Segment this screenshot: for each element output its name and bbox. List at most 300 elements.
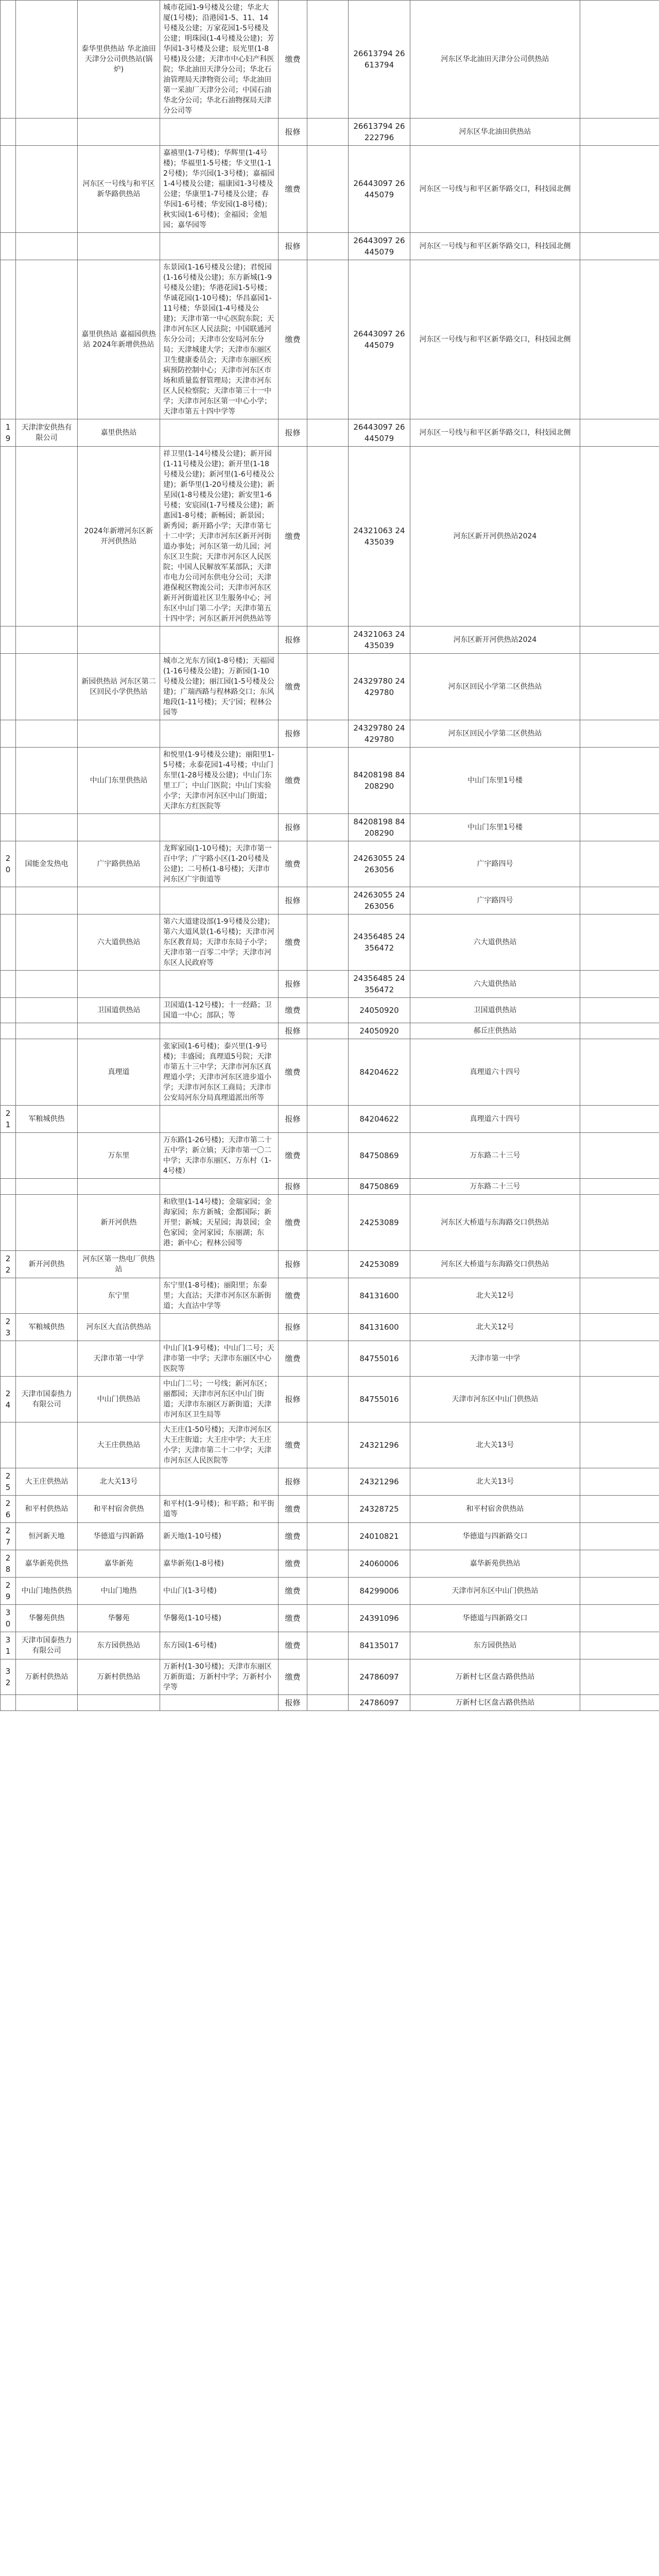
phone-number: 84208198 84208290 bbox=[349, 814, 410, 841]
row-number bbox=[1, 1179, 16, 1195]
blank-cell bbox=[580, 1023, 659, 1039]
service-type: 报修 bbox=[279, 626, 307, 654]
service-area: 东景园(1-16号楼及公建)；君悦园(1-16号楼及公建)；东方新城(1-9号楼及公建)；华港花园1-5号楼；华诚花园(1-10号楼)；华昌嘉园1-11号楼；华景园(1-4号楼及公建)；天津市第一中心医院东院；天津市河东区人民法院；中国联通河东分公司；天津市公安局河东分局；天津城建大学；天津市东丽区卫生健康委员会；天津市东丽区疾病预防控制中心；天津市河东区市场和质量监督管理局；天津市河东区人民检察院；天津市第三十一中学；天津市河东区第一中心小学；天津市第五十四中学等 bbox=[160, 260, 279, 419]
blank-cell bbox=[580, 1251, 659, 1278]
blank-cell bbox=[580, 1422, 659, 1468]
service-type: 报修 bbox=[279, 1023, 307, 1039]
blank-cell bbox=[307, 814, 349, 841]
service-area bbox=[160, 1179, 279, 1195]
service-address: 六大道供热站 bbox=[410, 971, 580, 998]
blank-cell bbox=[307, 1578, 349, 1605]
station-name: 嘉里供热站 嘉福园供热站 2024年新增供热站 bbox=[78, 260, 160, 419]
row-number: 29 bbox=[1, 1578, 16, 1605]
blank-cell bbox=[580, 1578, 659, 1605]
table-row bbox=[1, 887, 659, 914]
station-name: 河东区第一热电厂供热站 bbox=[78, 1251, 160, 1278]
service-type: 报修 bbox=[279, 1179, 307, 1195]
table-row bbox=[1, 1632, 659, 1659]
service-area bbox=[160, 1468, 279, 1496]
blank-cell bbox=[580, 914, 659, 971]
service-area: 万新村(1-30号楼)；天津市东丽区万新街道；万新村中学；万新村小学等 bbox=[160, 1659, 279, 1695]
blank-cell bbox=[307, 1659, 349, 1695]
company-name bbox=[16, 146, 78, 233]
station-name bbox=[78, 626, 160, 654]
service-type: 缴费 bbox=[279, 1133, 307, 1179]
service-address: 万新村七区盘古路供热站 bbox=[410, 1659, 580, 1695]
service-area: 和欣里(1-14号楼)；金瑞家园；金海家园；东方新城；金都国际；新开里；新城；天星园；海景园；金色家园；金河家园；东丽湖；东港；新中心；程林公园等 bbox=[160, 1195, 279, 1251]
service-address: 河东区回民小学第二区供热站 bbox=[410, 720, 580, 748]
blank-cell bbox=[307, 1523, 349, 1550]
service-area bbox=[160, 1314, 279, 1341]
company-name: 和平村供热站 bbox=[16, 1496, 78, 1523]
service-type: 缴费 bbox=[279, 748, 307, 814]
row-number bbox=[1, 1133, 16, 1179]
service-type: 缴费 bbox=[279, 146, 307, 233]
table-row bbox=[1, 748, 659, 814]
company-name bbox=[16, 654, 78, 720]
row-number bbox=[1, 814, 16, 841]
table-row bbox=[1, 1106, 659, 1133]
service-address: 河东区一号线与和平区新华路交口，科技园北侧 bbox=[410, 233, 580, 260]
blank-cell bbox=[580, 146, 659, 233]
blank-cell bbox=[580, 1659, 659, 1695]
blank-cell bbox=[307, 1605, 349, 1632]
row-number: 26 bbox=[1, 1496, 16, 1523]
row-number bbox=[1, 146, 16, 233]
phone-number: 24010821 bbox=[349, 1523, 410, 1550]
row-number bbox=[1, 654, 16, 720]
table-row bbox=[1, 1659, 659, 1695]
service-type: 报修 bbox=[279, 1106, 307, 1133]
service-area: 和悦里(1-9号楼及公建)；丽阳里1-5号楼；永泰花园1-4号楼；中山门东里(1-28号楼及公建)；中山门东里工厂；中山门医院；中山门实验小学；天津市河东区中山门街道；天津东方红医院等 bbox=[160, 748, 279, 814]
service-area: 嘉禧里(1-7号楼)；华辉里(1-4号楼)；华福里1-5号楼；华文里(1-12号楼)；华兴园(1-3号楼)；嘉福园1-4号楼及公建；福康园1-3号楼及公建；华康里1-7号楼及公建；春华园1-6号楼；华安园(1-8号楼)；秋实园(1-6号楼)；金福园；金旭园；嘉华园等 bbox=[160, 146, 279, 233]
table-row bbox=[1, 1550, 659, 1578]
service-address: 真理道六十四号 bbox=[410, 1106, 580, 1133]
company-name: 大王庄供热站 bbox=[16, 1468, 78, 1496]
blank-cell bbox=[580, 1314, 659, 1341]
blank-cell bbox=[307, 654, 349, 720]
company-name bbox=[16, 914, 78, 971]
row-number: 28 bbox=[1, 1550, 16, 1578]
service-address: 河东区一号线与和平区新华路交口，科技园北侧 bbox=[410, 419, 580, 447]
service-address: 中山门东里1号楼 bbox=[410, 748, 580, 814]
blank-cell bbox=[580, 260, 659, 419]
blank-cell bbox=[580, 998, 659, 1023]
row-number bbox=[1, 1039, 16, 1106]
row-number bbox=[1, 1341, 16, 1377]
service-type: 缴费 bbox=[279, 1605, 307, 1632]
blank-cell bbox=[307, 748, 349, 814]
phone-number: 24391096 bbox=[349, 1605, 410, 1632]
company-name bbox=[16, 998, 78, 1023]
phone-number: 24356485 24356472 bbox=[349, 914, 410, 971]
station-name: 河东区大直沽供热站 bbox=[78, 1314, 160, 1341]
phone-number: 24328725 bbox=[349, 1496, 410, 1523]
service-area: 卫国道(1-12号楼)；十一经路；卫国道一中心；部队；等 bbox=[160, 998, 279, 1023]
table-row bbox=[1, 626, 659, 654]
blank-cell bbox=[307, 146, 349, 233]
row-number: 30 bbox=[1, 1605, 16, 1632]
blank-cell bbox=[580, 1377, 659, 1422]
service-type: 缴费 bbox=[279, 1523, 307, 1550]
blank-cell bbox=[580, 1278, 659, 1314]
service-type: 报修 bbox=[279, 1251, 307, 1278]
service-area: 嘉华新苑(1-8号楼) bbox=[160, 1550, 279, 1578]
blank-cell bbox=[580, 233, 659, 260]
row-number: 25 bbox=[1, 1468, 16, 1496]
table-row bbox=[1, 1251, 659, 1278]
service-type: 缴费 bbox=[279, 654, 307, 720]
service-address: 天津市河东区中山门供热站 bbox=[410, 1377, 580, 1422]
service-address: 北大关13号 bbox=[410, 1422, 580, 1468]
blank-cell bbox=[580, 1341, 659, 1377]
table-row bbox=[1, 814, 659, 841]
service-type: 报修 bbox=[279, 233, 307, 260]
station-name: 和平村宿舍供热 bbox=[78, 1496, 160, 1523]
row-number: 21 bbox=[1, 1106, 16, 1133]
blank-cell bbox=[580, 1468, 659, 1496]
blank-cell bbox=[580, 626, 659, 654]
blank-cell bbox=[307, 887, 349, 914]
blank-cell bbox=[307, 998, 349, 1023]
station-name: 华馨苑 bbox=[78, 1605, 160, 1632]
station-name: 大王庄供热站 bbox=[78, 1422, 160, 1468]
service-area bbox=[160, 626, 279, 654]
company-name: 天津市国泰热力有限公司 bbox=[16, 1632, 78, 1659]
phone-number: 84299006 bbox=[349, 1578, 410, 1605]
table-row bbox=[1, 1314, 659, 1341]
service-type: 缴费 bbox=[279, 1632, 307, 1659]
blank-cell bbox=[580, 1632, 659, 1659]
service-type: 缴费 bbox=[279, 1422, 307, 1468]
blank-cell bbox=[580, 814, 659, 841]
row-number bbox=[1, 626, 16, 654]
service-area bbox=[160, 233, 279, 260]
service-type: 缴费 bbox=[279, 260, 307, 419]
blank-cell bbox=[307, 1695, 349, 1711]
service-area: 中山门二号；一号线；新河东区；丽都园；天津市河东区中山门街道；天津市东丽区万新街道；天津市河东区卫生局等 bbox=[160, 1377, 279, 1422]
station-name: 嘉华新苑 bbox=[78, 1550, 160, 1578]
service-type: 报修 bbox=[279, 1695, 307, 1711]
company-name bbox=[16, 1133, 78, 1179]
station-name bbox=[78, 814, 160, 841]
service-address: 卫国道供热站 bbox=[410, 998, 580, 1023]
service-type: 报修 bbox=[279, 1377, 307, 1422]
service-address: 河东区大桥道与东海路交口供热站 bbox=[410, 1195, 580, 1251]
service-type: 报修 bbox=[279, 118, 307, 146]
table-row bbox=[1, 146, 659, 233]
service-area: 城市之光东方园(1-8号楼)；天福园(1-16号楼及公建)；万新园(1-10号楼及公建)；丽江园(1-5号楼及公建)；广瑞西路与程林路交口；东风地段(1-11号楼)；天宁园；程林公园等 bbox=[160, 654, 279, 720]
station-name: 华德道与四新路 bbox=[78, 1523, 160, 1550]
phone-number: 24356485 24356472 bbox=[349, 971, 410, 998]
blank-cell bbox=[580, 1179, 659, 1195]
service-area: 东方园(1-6号楼) bbox=[160, 1632, 279, 1659]
company-name: 万新村供热站 bbox=[16, 1659, 78, 1695]
service-area bbox=[160, 720, 279, 748]
blank-cell bbox=[307, 914, 349, 971]
table-row bbox=[1, 1496, 659, 1523]
service-address: 华德道与四新路交口 bbox=[410, 1523, 580, 1550]
company-name bbox=[16, 1179, 78, 1195]
table-row bbox=[1, 1039, 659, 1106]
phone-number: 24263055 24263056 bbox=[349, 887, 410, 914]
service-address: 华德道与四新路交口 bbox=[410, 1605, 580, 1632]
phone-number: 84204622 bbox=[349, 1039, 410, 1106]
blank-cell bbox=[307, 1377, 349, 1422]
table-row bbox=[1, 1179, 659, 1195]
phone-number: 24321296 bbox=[349, 1468, 410, 1496]
service-address: 郝丘庄供热站 bbox=[410, 1023, 580, 1039]
company-name bbox=[16, 720, 78, 748]
phone-number: 84135017 bbox=[349, 1632, 410, 1659]
phone-number: 24050920 bbox=[349, 998, 410, 1023]
blank-cell bbox=[307, 1133, 349, 1179]
service-type: 缴费 bbox=[279, 1659, 307, 1695]
blank-cell bbox=[580, 841, 659, 887]
company-name: 恒河新天地 bbox=[16, 1523, 78, 1550]
row-number: 23 bbox=[1, 1314, 16, 1341]
blank-cell bbox=[307, 1278, 349, 1314]
service-type: 报修 bbox=[279, 1468, 307, 1496]
blank-cell bbox=[307, 841, 349, 887]
station-name bbox=[78, 1023, 160, 1039]
table-row bbox=[1, 1468, 659, 1496]
station-name: 北大关13号 bbox=[78, 1468, 160, 1496]
station-name: 万新村供热站 bbox=[78, 1659, 160, 1695]
company-name bbox=[16, 1023, 78, 1039]
blank-cell bbox=[307, 1195, 349, 1251]
service-area: 中山门(1-3号楼) bbox=[160, 1578, 279, 1605]
phone-number: 84131600 bbox=[349, 1314, 410, 1341]
service-address: 广宇路四号 bbox=[410, 887, 580, 914]
blank-cell bbox=[580, 1550, 659, 1578]
blank-cell bbox=[580, 1695, 659, 1711]
blank-cell bbox=[580, 887, 659, 914]
station-name: 六大道供热站 bbox=[78, 914, 160, 971]
phone-number: 84755016 bbox=[349, 1341, 410, 1377]
phone-number: 84750869 bbox=[349, 1133, 410, 1179]
blank-cell bbox=[307, 1422, 349, 1468]
company-name bbox=[16, 233, 78, 260]
blank-cell bbox=[307, 971, 349, 998]
station-name bbox=[78, 887, 160, 914]
blank-cell bbox=[580, 447, 659, 626]
row-number bbox=[1, 887, 16, 914]
row-number bbox=[1, 233, 16, 260]
blank-cell bbox=[580, 1496, 659, 1523]
service-address: 万东路二十三号 bbox=[410, 1179, 580, 1195]
table-row bbox=[1, 118, 659, 146]
service-type: 报修 bbox=[279, 720, 307, 748]
row-number bbox=[1, 971, 16, 998]
station-name bbox=[78, 971, 160, 998]
station-name bbox=[78, 1179, 160, 1195]
blank-cell bbox=[307, 626, 349, 654]
service-type: 缴费 bbox=[279, 998, 307, 1023]
service-address: 北大关12号 bbox=[410, 1314, 580, 1341]
blank-cell bbox=[580, 720, 659, 748]
row-number bbox=[1, 1278, 16, 1314]
service-address: 真理道六十四号 bbox=[410, 1039, 580, 1106]
service-type: 报修 bbox=[279, 1314, 307, 1341]
blank-cell bbox=[307, 1251, 349, 1278]
service-type: 缴费 bbox=[279, 1195, 307, 1251]
service-address: 河东区华北油田天津分公司供热站 bbox=[410, 1, 580, 118]
phone-number: 24321063 24435039 bbox=[349, 447, 410, 626]
phone-number: 24321296 bbox=[349, 1422, 410, 1468]
station-name: 河东区一号线与和平区新华路供热站 bbox=[78, 146, 160, 233]
service-area: 华馨苑(1-10号楼) bbox=[160, 1605, 279, 1632]
row-number bbox=[1, 1695, 16, 1711]
table-row bbox=[1, 998, 659, 1023]
station-name bbox=[78, 720, 160, 748]
blank-cell bbox=[307, 1341, 349, 1377]
table-row bbox=[1, 447, 659, 626]
blank-cell bbox=[307, 1106, 349, 1133]
phone-number: 26613794 26222796 bbox=[349, 118, 410, 146]
phone-number: 24321063 24435039 bbox=[349, 626, 410, 654]
station-name: 中山门供热站 bbox=[78, 1377, 160, 1422]
phone-number: 24329780 24429780 bbox=[349, 720, 410, 748]
service-address: 万东路二十三号 bbox=[410, 1133, 580, 1179]
blank-cell bbox=[580, 654, 659, 720]
phone-number: 24263055 24263056 bbox=[349, 841, 410, 887]
company-name bbox=[16, 814, 78, 841]
service-area bbox=[160, 118, 279, 146]
service-area: 和平村(1-9号楼)；和平路；和平街道等 bbox=[160, 1496, 279, 1523]
service-area bbox=[160, 1695, 279, 1711]
service-area: 新天地(1-10号楼) bbox=[160, 1523, 279, 1550]
blank-cell bbox=[307, 1179, 349, 1195]
station-name: 嘉里供热站 bbox=[78, 419, 160, 447]
service-address: 河东区一号线与和平区新华路交口，科技园北侧 bbox=[410, 146, 580, 233]
phone-number: 84750869 bbox=[349, 1179, 410, 1195]
phone-number: 24329780 24429780 bbox=[349, 654, 410, 720]
phone-number: 26613794 26613794 bbox=[349, 1, 410, 118]
row-number bbox=[1, 1195, 16, 1251]
phone-number: 26443097 26445079 bbox=[349, 233, 410, 260]
phone-number: 84204622 bbox=[349, 1106, 410, 1133]
company-name bbox=[16, 1422, 78, 1468]
company-name: 军粮城供热 bbox=[16, 1314, 78, 1341]
company-name bbox=[16, 1195, 78, 1251]
row-number: 32 bbox=[1, 1659, 16, 1695]
service-address: 河东区新开河供热站2024 bbox=[410, 626, 580, 654]
station-name bbox=[78, 118, 160, 146]
station-name: 中山门东里供热站 bbox=[78, 748, 160, 814]
station-name: 新开河供热 bbox=[78, 1195, 160, 1251]
table-row bbox=[1, 1578, 659, 1605]
table-row bbox=[1, 1605, 659, 1632]
table-body bbox=[1, 1, 659, 1711]
company-name bbox=[16, 118, 78, 146]
row-number bbox=[1, 118, 16, 146]
row-number bbox=[1, 1, 16, 118]
row-number: 19 bbox=[1, 419, 16, 447]
company-name: 天津市国泰热力有限公司 bbox=[16, 1377, 78, 1422]
table-row bbox=[1, 1133, 659, 1179]
table-row bbox=[1, 720, 659, 748]
service-area: 万东路(1-26号楼)；天津市第二十五中学；新立镇；天津市第一〇二中学；天津市东丽区、万东村（1-4号楼） bbox=[160, 1133, 279, 1179]
table-row bbox=[1, 1377, 659, 1422]
company-name bbox=[16, 447, 78, 626]
phone-number: 84131600 bbox=[349, 1278, 410, 1314]
station-name: 中山门地热 bbox=[78, 1578, 160, 1605]
table-row bbox=[1, 1023, 659, 1039]
row-number bbox=[1, 260, 16, 419]
service-type: 缴费 bbox=[279, 1278, 307, 1314]
company-name bbox=[16, 626, 78, 654]
blank-cell bbox=[580, 1106, 659, 1133]
company-name: 新开河供热 bbox=[16, 1251, 78, 1278]
table-row bbox=[1, 1341, 659, 1377]
blank-cell bbox=[307, 720, 349, 748]
blank-cell bbox=[580, 748, 659, 814]
table-row bbox=[1, 914, 659, 971]
phone-number: 24253089 bbox=[349, 1251, 410, 1278]
service-area: 张家园(1-6号楼)；泰兴里(1-9号楼)；丰盛园；真理道5号院；天津市第五十三中学；天津市河东区真理道小学；天津市河东区进步道小学；天津市河东区工商局；天津市公安局河东分局真理道派出所等 bbox=[160, 1039, 279, 1106]
company-name bbox=[16, 1278, 78, 1314]
service-area bbox=[160, 1023, 279, 1039]
service-area: 第六大道建设部(1-9号楼及公建)；第六大道风景(1-6号楼)；天津市河东区教育局；天津市东局子小学；天津市第一百零二中学；天津市河东区人民政府等 bbox=[160, 914, 279, 971]
table-row bbox=[1, 1195, 659, 1251]
blank-cell bbox=[307, 233, 349, 260]
phone-number: 24786097 bbox=[349, 1695, 410, 1711]
station-name: 万东里 bbox=[78, 1133, 160, 1179]
station-name bbox=[78, 1695, 160, 1711]
service-type: 缴费 bbox=[279, 1, 307, 118]
service-type: 缴费 bbox=[279, 1496, 307, 1523]
service-area bbox=[160, 887, 279, 914]
row-number bbox=[1, 720, 16, 748]
table-row bbox=[1, 1, 659, 118]
blank-cell bbox=[307, 1, 349, 118]
service-address: 河东区华北油田供热站 bbox=[410, 118, 580, 146]
blank-cell bbox=[580, 118, 659, 146]
company-name: 天津津安供热有限公司 bbox=[16, 419, 78, 447]
company-name bbox=[16, 260, 78, 419]
blank-cell bbox=[307, 1632, 349, 1659]
blank-cell bbox=[307, 118, 349, 146]
station-name: 新园供热站 河东区第二区回民小学供热站 bbox=[78, 654, 160, 720]
service-type: 缴费 bbox=[279, 841, 307, 887]
table-row bbox=[1, 1695, 659, 1711]
company-name bbox=[16, 748, 78, 814]
row-number bbox=[1, 1023, 16, 1039]
company-name bbox=[16, 1039, 78, 1106]
service-address: 天津市第一中学 bbox=[410, 1341, 580, 1377]
company-name bbox=[16, 887, 78, 914]
row-number bbox=[1, 998, 16, 1023]
service-type: 缴费 bbox=[279, 1578, 307, 1605]
row-number: 22 bbox=[1, 1251, 16, 1278]
phone-number: 26443097 26445079 bbox=[349, 419, 410, 447]
company-name: 国能金发热电 bbox=[16, 841, 78, 887]
station-name: 广宇路供热站 bbox=[78, 841, 160, 887]
station-name: 卫国道供热站 bbox=[78, 998, 160, 1023]
service-address: 东方园供热站 bbox=[410, 1632, 580, 1659]
station-name: 东宁里 bbox=[78, 1278, 160, 1314]
company-name: 军粮城供热 bbox=[16, 1106, 78, 1133]
service-area: 龙辉家园(1-10号楼)；天津市第一百中学；广宇路小区(1-20号楼及公建)；二号桥(1-8号楼)；天津市河东区广宇街道等 bbox=[160, 841, 279, 887]
row-number: 27 bbox=[1, 1523, 16, 1550]
service-address: 六大道供热站 bbox=[410, 914, 580, 971]
blank-cell bbox=[580, 1523, 659, 1550]
blank-cell bbox=[307, 260, 349, 419]
table-row bbox=[1, 260, 659, 419]
phone-number: 24060006 bbox=[349, 1550, 410, 1578]
service-area: 东宁里(1-8号楼)；丽阳里；东泰里；大直沽；天津市河东区东新街道；大直沽中学等 bbox=[160, 1278, 279, 1314]
